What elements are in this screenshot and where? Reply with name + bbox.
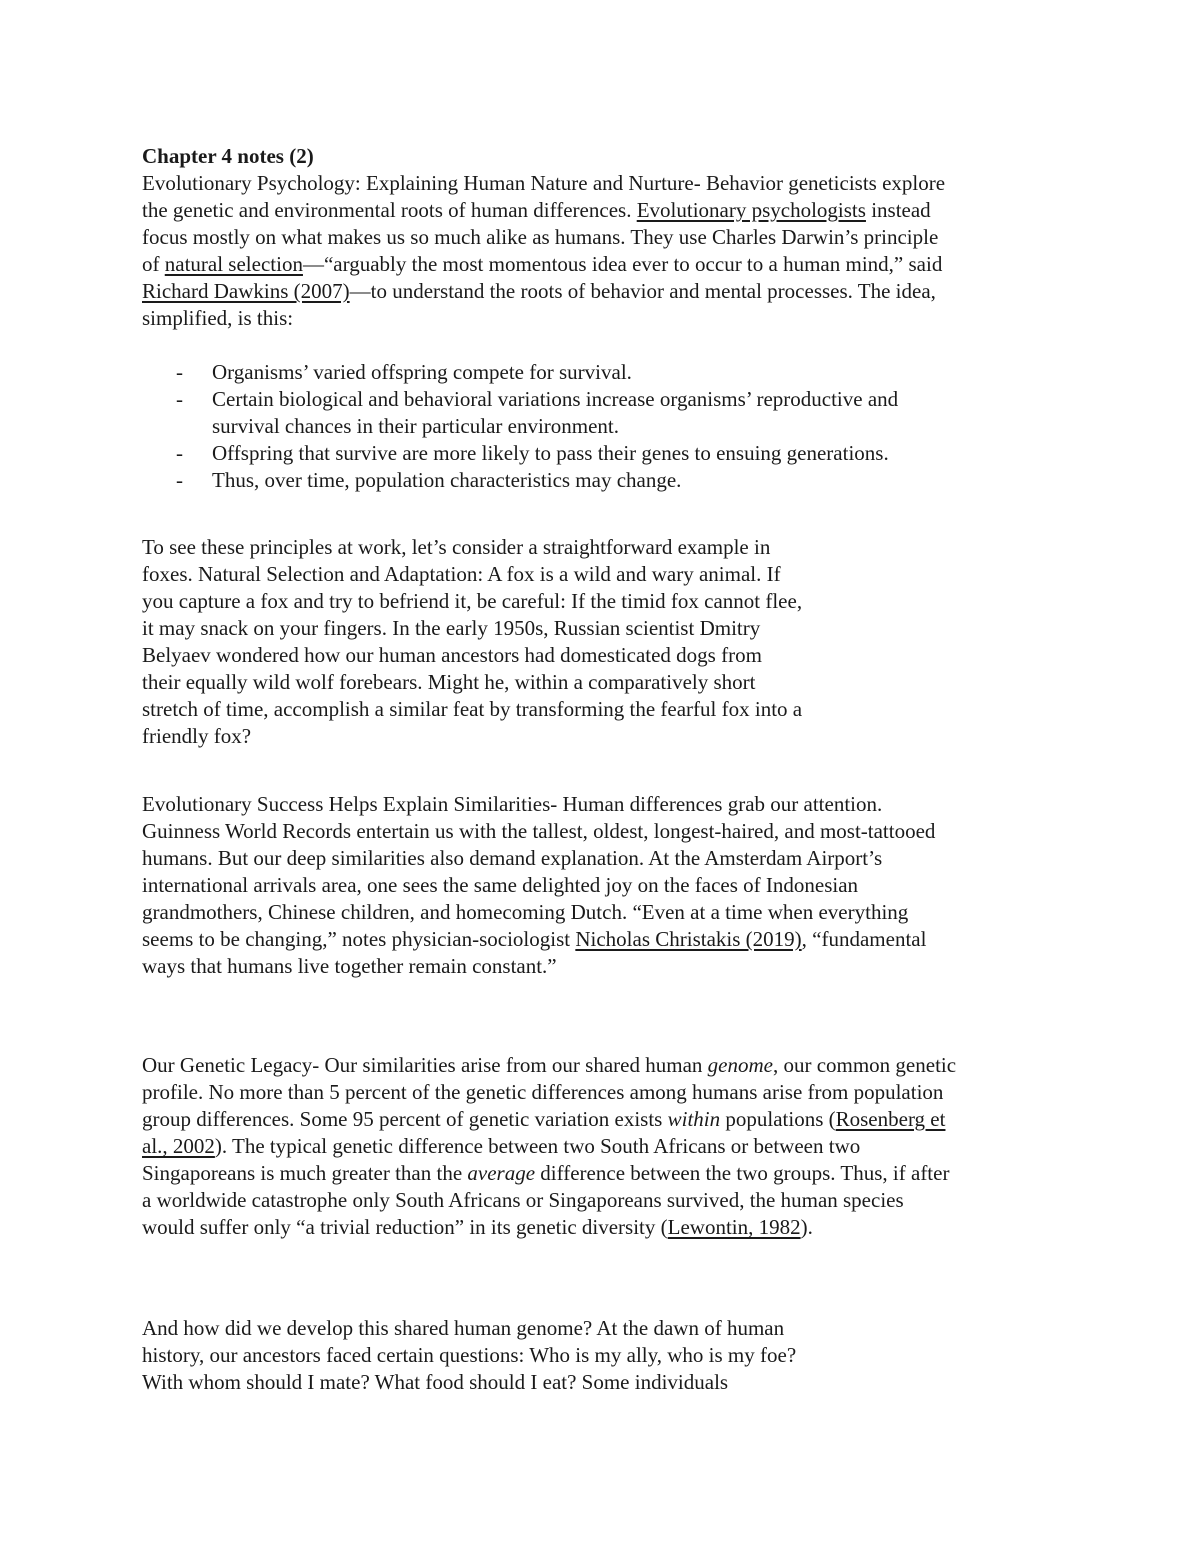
term-natural-selection: natural selection (164, 252, 303, 276)
bullet-dash: - (176, 387, 183, 411)
bullet-item: Offspring that survive are more likely to pass their genes to ensuing generations. (212, 441, 889, 465)
paragraph-1-line: Evolutionary Psychology: Explaining Human Nature and Nurture- Behavior geneticists explore (142, 171, 946, 195)
paragraph-1-line: simplified, is this: (142, 306, 294, 330)
paragraph-3-line: international arrivals area, one sees the same delighted joy on the faces of Indonesian (142, 873, 859, 897)
text-run: populations ( (720, 1107, 836, 1131)
text-run: —to understand the roots of behavior and mental processes. The idea, (349, 279, 936, 303)
bullet-item: Certain biological and behavioral variations increase organisms’ reproductive and (212, 387, 899, 411)
paragraph-2-line: their equally wild wolf forebears. Might he, within a comparatively short (142, 670, 756, 694)
paragraph-3-line: grandmothers, Chinese children, and homecoming Dutch. “Even at a time when everything (142, 900, 909, 924)
text-run: ). The typical genetic difference between two South Africans or between two (214, 1134, 861, 1158)
paragraph-4-line: a worldwide catastrophe only South Africans or Singaporeans survived, the human species (142, 1188, 904, 1212)
paragraph-3-line: ways that humans live together remain constant.” (142, 954, 557, 978)
paragraph-1-line: focus mostly on what makes us so much alike as humans. They use Charles Darwin’s principle (142, 225, 939, 249)
text-run: Our Genetic Legacy- Our similarities arise from our shared human (142, 1053, 708, 1077)
paragraph-3-line: Guinness World Records entertain us with the tallest, oldest, longest-haired, and most-tattooed (142, 819, 936, 843)
paragraph-4-line (142, 1160, 949, 1187)
paragraph-4-line: profile. No more than 5 percent of the genetic differences among humans arise from population (142, 1080, 944, 1104)
paragraph-4-line (142, 1106, 945, 1133)
paragraph-2-line: To see these principles at work, let’s consider a straightforward example in (142, 535, 771, 559)
term-average: average (467, 1161, 536, 1185)
paragraph-1-line (142, 251, 942, 278)
text-run: , “fundamental (801, 927, 927, 951)
paragraph-5-line: And how did we develop this shared human genome? At the dawn of human (142, 1316, 785, 1340)
text-run: Singaporeans is much greater than the (142, 1161, 468, 1185)
paragraph-5-line: history, our ancestors faced certain questions: Who is my ally, who is my foe? (142, 1343, 797, 1367)
term-within: within (667, 1107, 721, 1131)
paragraph-2-line: Belyaev wondered how our human ancestors had domesticated dogs from (142, 643, 762, 667)
bullet-item-continuation: survival chances in their particular environment. (212, 414, 620, 438)
paragraph-1-line (142, 197, 931, 224)
paragraph-5-line: With whom should I mate? What food should I eat? Some individuals (142, 1370, 729, 1394)
paragraph-2-line: it may snack on your fingers. In the early 1950s, Russian scientist Dmitry (142, 616, 761, 640)
citation-rosenberg: Rosenberg et (835, 1107, 946, 1131)
paragraph-2-line: friendly fox? (142, 724, 252, 748)
text-run: group differences. Some 95 percent of genetic variation exists (142, 1107, 668, 1131)
paragraph-4-line (142, 1133, 860, 1160)
text-run: the genetic and environmental roots of human differences. (142, 198, 637, 222)
paragraph-3-line (142, 926, 926, 953)
paragraph-2-line: stretch of time, accomplish a similar feat by transforming the fearful fox into a (142, 697, 803, 721)
paragraph-1-line (142, 278, 936, 305)
citation-lewontin: Lewontin, 1982 (667, 1215, 801, 1239)
text-run: ). (800, 1215, 813, 1239)
paragraph-3-line: humans. But our deep similarities also demand explanation. At the Amsterdam Airport’s (142, 846, 883, 870)
paragraph-2-line: foxes. Natural Selection and Adaptation: A fox is a wild and wary animal. If (142, 562, 781, 586)
text-run: —“arguably the most momentous idea ever to occur to a human mind,” said (302, 252, 943, 276)
bullet-dash: - (176, 360, 183, 384)
text-run: difference between the two groups. Thus, if after (535, 1161, 950, 1185)
text-run: of (142, 252, 165, 276)
paragraph-3-line: Evolutionary Success Helps Explain Similarities- Human differences grab our attention. (142, 792, 883, 816)
citation-christakis: Nicholas Christakis (2019) (575, 927, 802, 951)
text-run: would suffer only “a trivial reduction” in its genetic diversity ( (142, 1215, 668, 1239)
citation-rosenberg-year: al., 2002 (142, 1134, 215, 1158)
term-evolutionary-psychologists: Evolutionary psychologists (636, 198, 866, 222)
paragraph-2-line: you capture a fox and try to befriend it, be careful: If the timid fox cannot flee, (142, 589, 803, 613)
citation-dawkins: Richard Dawkins (2007) (142, 279, 350, 303)
paragraph-4-line (142, 1214, 813, 1241)
text-run: , our common genetic (772, 1053, 957, 1077)
text-run: seems to be changing,” notes physician-sociologist (142, 927, 576, 951)
term-genome: genome (707, 1053, 773, 1077)
page-title: Chapter 4 notes (2) (142, 144, 314, 168)
bullet-dash: - (176, 441, 183, 465)
paragraph-4-line (142, 1052, 956, 1079)
bullet-dash: - (176, 468, 183, 492)
text-run: instead (865, 198, 931, 222)
bullet-item: Thus, over time, population characteristics may change. (212, 468, 682, 492)
bullet-item: Organisms’ varied offspring compete for survival. (212, 360, 632, 384)
